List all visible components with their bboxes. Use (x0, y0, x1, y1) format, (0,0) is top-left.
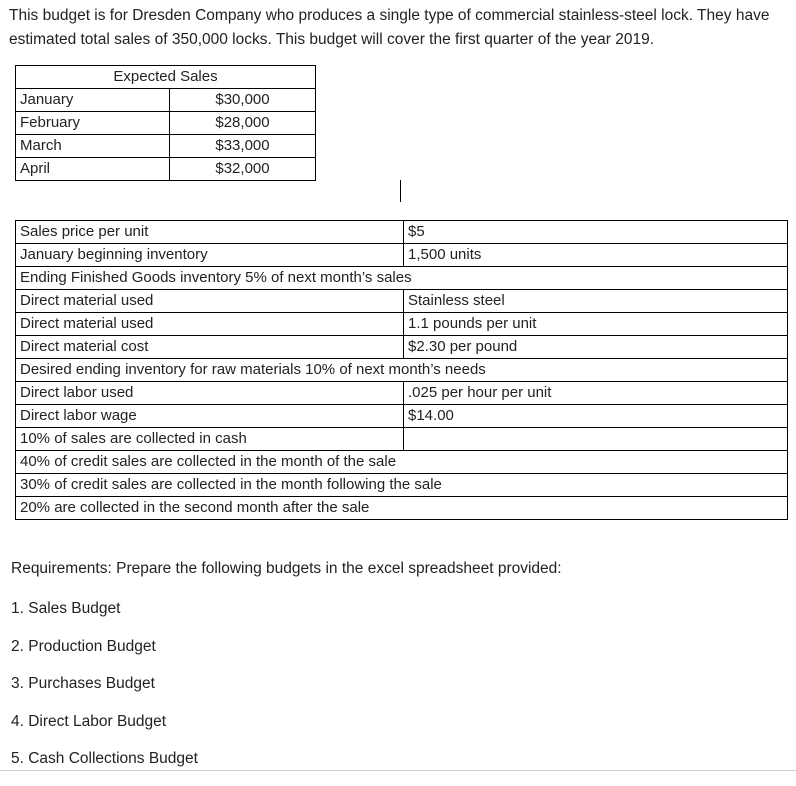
assumption-value: Stainless steel (404, 290, 788, 313)
assumption-label: Ending Finished Goods inventory 5% of next month’s sales (16, 267, 788, 290)
amount-cell: $32,000 (170, 158, 316, 181)
month-cell: January (16, 89, 170, 112)
intro-paragraph: This budget is for Dresden Company who produces a single type of commercial stainless-steel lock. They have estimated total sales of 350,000 locks. This budget will cover the first quarter of the year 2019. (9, 7, 770, 48)
assumption-value: $5 (404, 221, 788, 244)
assumption-label: Desired ending inventory for raw materials 10% of next month’s needs (16, 359, 788, 382)
month-cell: March (16, 135, 170, 158)
assumption-label: 20% are collected in the second month after the sale (16, 497, 788, 520)
assumptions-table (15, 220, 788, 520)
assumption-value: $2.30 per pound (404, 336, 788, 359)
list-item: 1. Sales Budget (11, 600, 121, 617)
page-divider (0, 770, 796, 771)
expected-sales-header: Expected Sales (16, 66, 316, 89)
assumption-label: Sales price per unit (16, 221, 404, 244)
table-row (16, 313, 788, 336)
table-row (16, 474, 788, 497)
month-cell: February (16, 112, 170, 135)
table-row (16, 451, 788, 474)
table-row (16, 221, 788, 244)
table-row (16, 336, 788, 359)
assumption-label: 30% of credit sales are collected in the month following the sale (16, 474, 788, 497)
table-row (16, 244, 788, 267)
table-row (16, 89, 316, 112)
assumption-label: Direct labor wage (16, 405, 404, 428)
table-row (16, 359, 788, 382)
table-row (16, 497, 788, 520)
assumption-value: 1,500 units (404, 244, 788, 267)
assumption-value: $14.00 (404, 405, 788, 428)
assumption-label: 40% of credit sales are collected in the month of the sale (16, 451, 788, 474)
month-cell: April (16, 158, 170, 181)
amount-cell: $30,000 (170, 89, 316, 112)
table-row (16, 267, 788, 290)
list-item: 4. Direct Labor Budget (11, 712, 167, 730)
table-row (16, 405, 788, 428)
table-row (16, 428, 788, 451)
table-row (16, 382, 788, 405)
list-item: 5. Cash Collections Budget (11, 750, 198, 767)
expected-sales-table (15, 65, 316, 181)
list-item: 2. Production Budget (11, 637, 156, 655)
amount-cell: $28,000 (170, 112, 316, 135)
assumption-label: Direct material used (16, 313, 404, 336)
text-cursor (400, 180, 401, 202)
assumption-label: January beginning inventory (16, 244, 404, 267)
requirements-heading: Requirements: Prepare the following budgets in the excel spreadsheet provided: (11, 560, 562, 577)
table-row (16, 112, 316, 135)
assumption-value: .025 per hour per unit (404, 382, 788, 405)
assumption-label: Direct material cost (16, 336, 404, 359)
assumption-value: 1.1 pounds per unit (404, 313, 788, 336)
assumption-label: 10% of sales are collected in cash (16, 428, 404, 451)
list-item: 3. Purchases Budget (11, 675, 155, 692)
requirements-list (11, 598, 198, 786)
amount-cell: $33,000 (170, 135, 316, 158)
assumption-label: Direct labor used (16, 382, 404, 405)
assumption-label: Direct material used (16, 290, 404, 313)
table-row (16, 158, 316, 181)
table-row (16, 290, 788, 313)
assumption-value (404, 428, 788, 451)
table-header-row (16, 66, 316, 89)
table-row (16, 135, 316, 158)
